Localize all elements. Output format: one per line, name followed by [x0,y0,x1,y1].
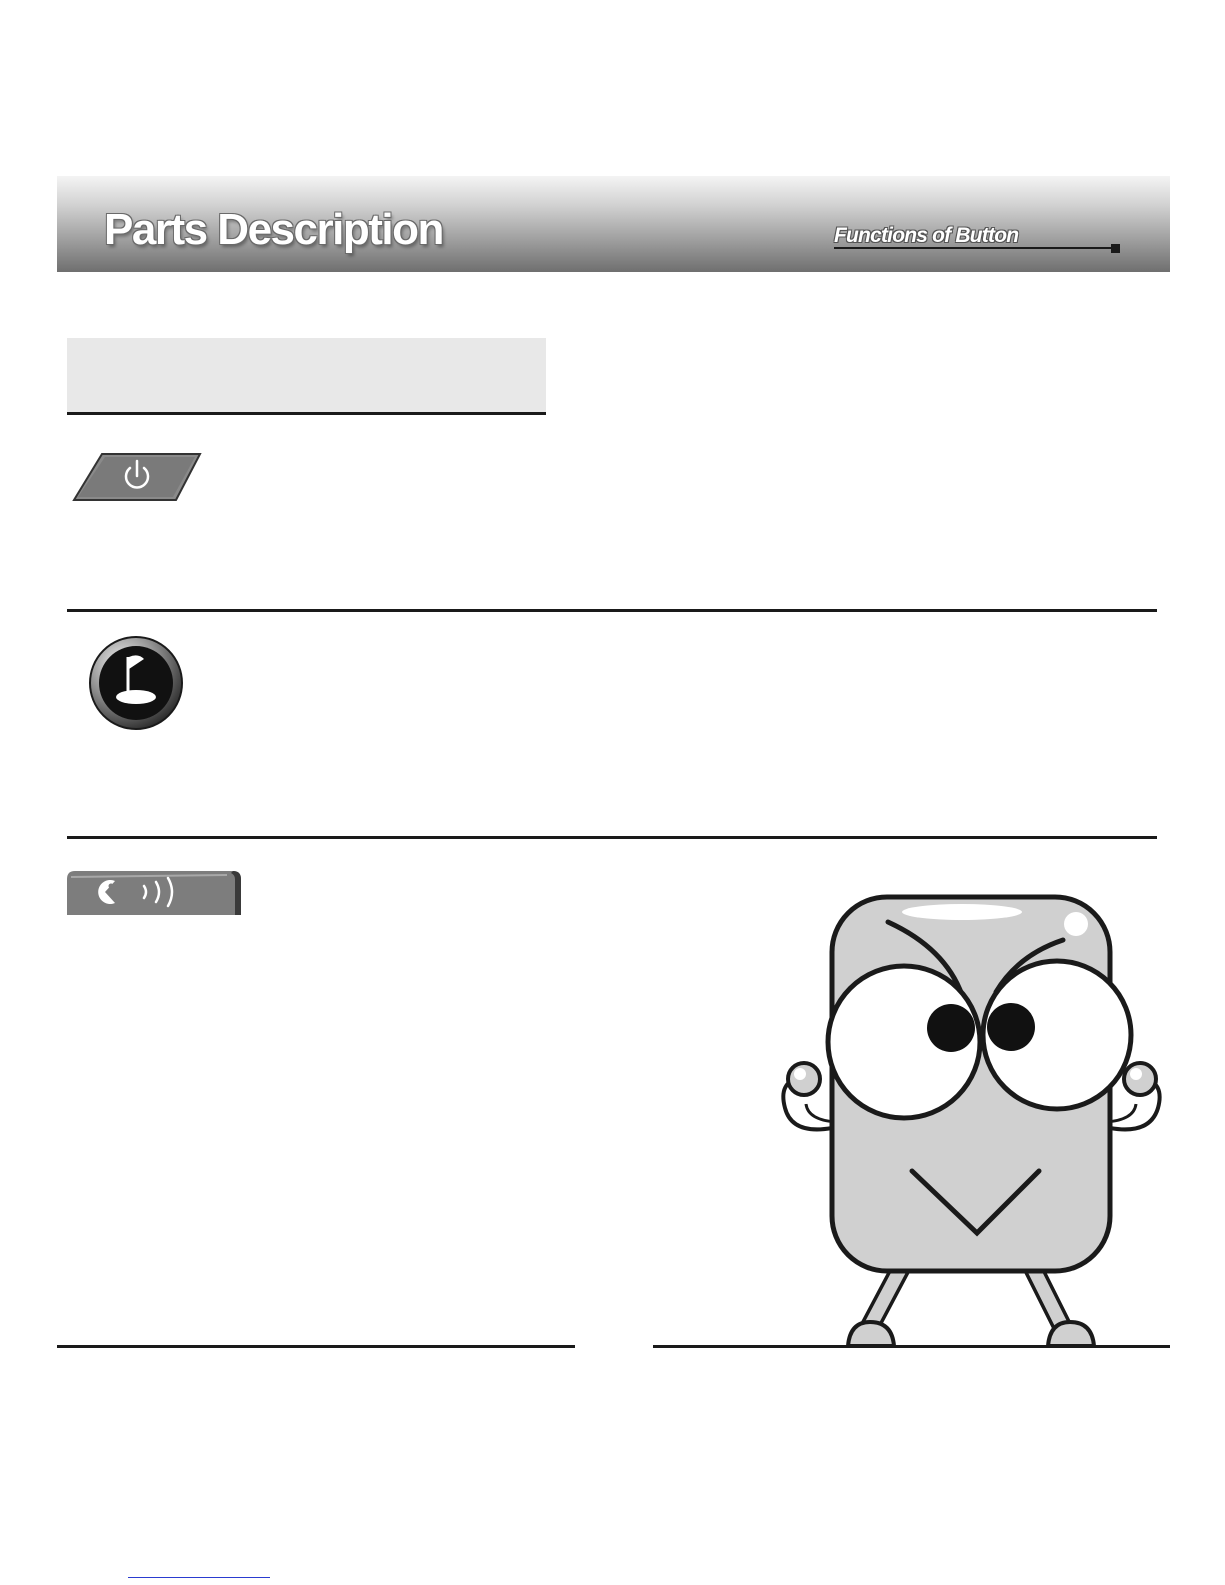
page-title: Parts Description [104,205,443,254]
section-tag-marker [1111,244,1120,253]
mascot-illustration [770,885,1170,1347]
footer-link-underline [128,1577,270,1578]
voice-command-icon [67,869,243,915]
section-tag: Functions of Button [834,224,1019,247]
section-rule-2 [67,836,1157,839]
panel-rule [67,412,546,415]
golf-flag-icon [88,635,184,731]
section-rule-1 [67,609,1157,612]
footer-rule-left [57,1345,575,1348]
power-icon [72,452,202,504]
section-tag-underline [834,247,1114,249]
subheading-panel [67,338,546,413]
footer-rule-right [653,1345,1170,1348]
